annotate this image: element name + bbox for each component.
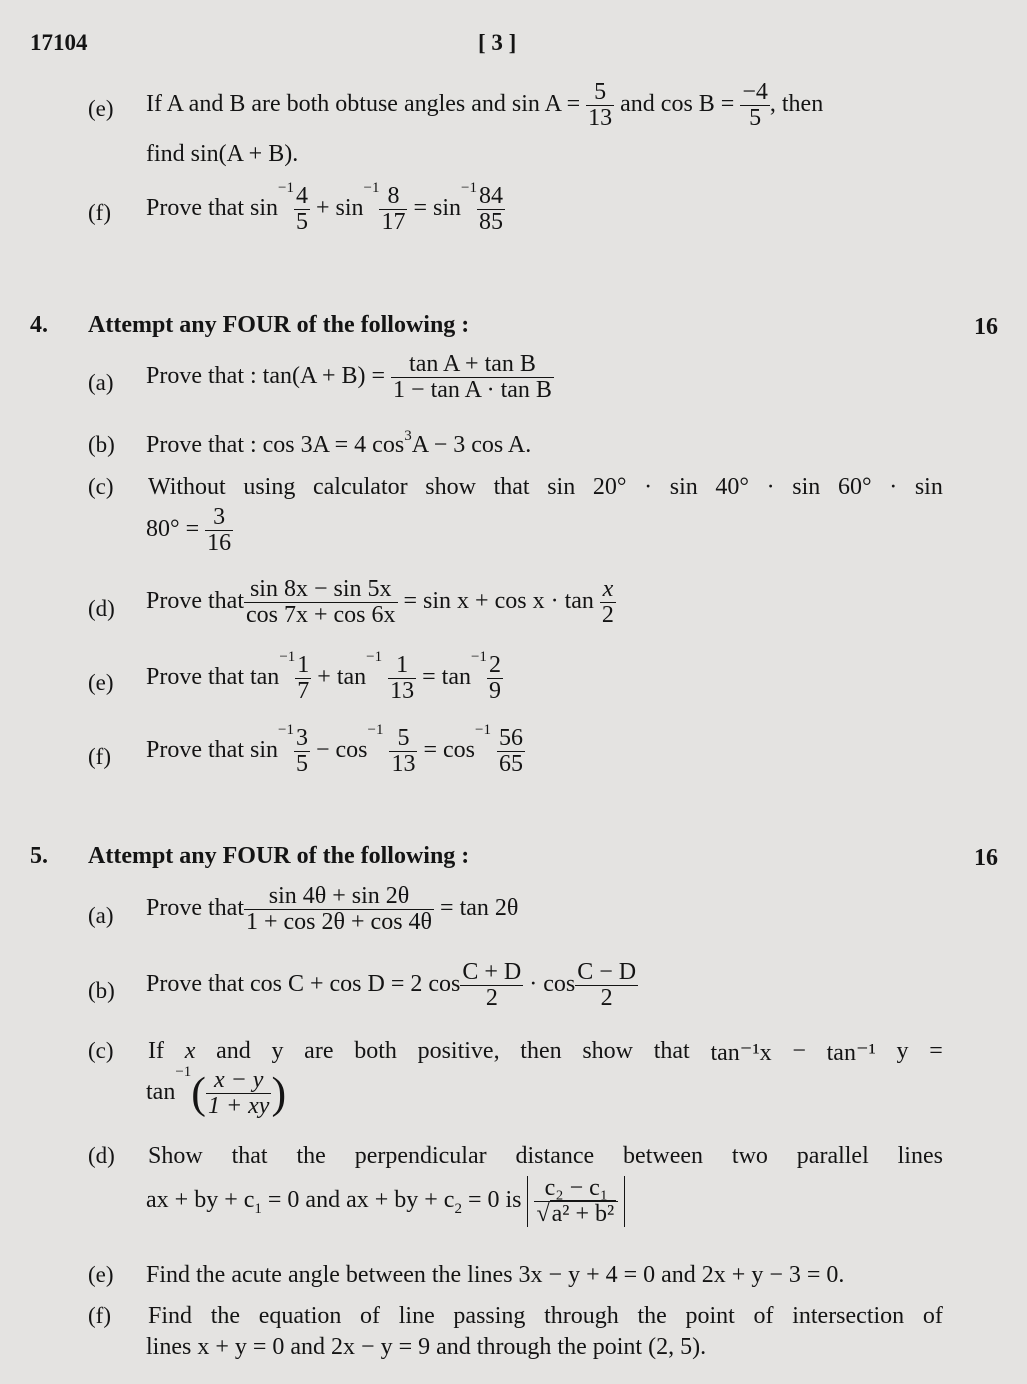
- q4d-text: Prove that $\frac{\sin 8x - \sin 5x}{\cos 7x + \cos 6x}$ = sin x + cos x · tan $\frac{x}{2}$: [146, 576, 614, 629]
- q5c-line2: $\tan^{-1}$( $\frac{x - y}{1 + xy}$ ): [146, 1064, 287, 1120]
- q5b-text: Prove that cos C + cos D = 2 cos $\frac{C + D}{2}$ · cos $\frac{C - D}{2}$: [146, 959, 637, 1012]
- q5-marks: 16: [974, 845, 998, 871]
- q4a-label: (a): [88, 370, 114, 395]
- q4f-label: (f): [88, 744, 111, 769]
- q5a-text: Prove that $\frac{\sin 4\theta + \sin 2\theta}{1 + \cos 2\theta + \cos 4\theta}$ = tan 2θ: [146, 883, 519, 936]
- q5d-line2: ax + by + $c_1 = 0$ and ax + by + $c_2 = 0$ is $\frac{\text{c₂ − c₁}}{\text{√a² + b²}}$: [146, 1176, 625, 1227]
- q5c-label: (c): [88, 1038, 114, 1063]
- q4-heading: Attempt any FOUR of the following :: [88, 312, 470, 338]
- q3e-label: (e): [88, 96, 114, 121]
- q4-marks: 16: [974, 314, 998, 340]
- q5f-line2: lines x + y = 0 and 2x − y = 9 and through the point (2, 5).: [146, 1334, 707, 1360]
- q4e-label: (e): [88, 670, 114, 695]
- q5a-label: (a): [88, 903, 114, 928]
- q3f-text: Prove that $\sin^{-1}$ $\frac{4}{5}$ + $\sin^{-1}$ $\frac{8}{17}$ = $\sin^{-1}$ $\frac{84}{85}$: [146, 180, 503, 236]
- q5d-label: (d): [88, 1143, 115, 1168]
- q5f-line1: Find the equation of line passing through the point of intersection of: [148, 1303, 943, 1329]
- q4d-label: (d): [88, 596, 115, 621]
- q4b-label: (b): [88, 432, 115, 457]
- paper-code: 17104: [30, 30, 88, 55]
- q5f-label: (f): [88, 1303, 111, 1328]
- q4a-text: Prove that : tan(A + B) = $\frac{\text{tan A + tan B}}{\text{1 − tan A · tan B}}$: [146, 351, 552, 404]
- q3e-line1: If A and B are both obtuse angles and sin A = $\frac{5}{13}$ and cos B = $\frac{-4}{5}$ , then: [146, 79, 824, 132]
- q4c-label: (c): [88, 474, 114, 499]
- q5c-line1: If x and y are both positive, then show that tan⁻¹x − tan⁻¹ y =: [148, 1038, 943, 1066]
- page-number: [ 3 ]: [478, 30, 517, 55]
- q5b-label: (b): [88, 978, 115, 1003]
- q5-heading: Attempt any FOUR of the following :: [88, 843, 470, 869]
- q5-number: 5.: [30, 843, 48, 869]
- q4c-line2: 80° = $\frac{3}{16}$: [146, 504, 232, 557]
- q3f-label: (f): [88, 200, 111, 225]
- q4c-line1: Without using calculator show that sin 20° · sin 40° · sin 60° · sin: [148, 474, 943, 500]
- q5d-line1: Show that the perpendicular distance between two parallel lines: [148, 1143, 943, 1169]
- q3e-line2: find sin(A + B).: [146, 141, 299, 167]
- q4-number: 4.: [30, 312, 48, 338]
- q4b-text: Prove that : cos 3A = 4 $\cos^3A - 3$ cos A.: [146, 428, 532, 458]
- q4f-text: Prove that $\sin^{-1}$ $\frac{3}{5}$ − $\cos^{-1}$ $\frac{5}{13}$ = $\cos^{-1}$ $\frac{56}{65}$: [146, 722, 523, 778]
- q5e-text: Find the acute angle between the lines 3x − y + 4 = 0 and 2x + y − 3 = 0.: [146, 1262, 845, 1288]
- q5e-label: (e): [88, 1262, 114, 1287]
- q4e-text: Prove that $\tan^{-1}$ $\frac{1}{7}$ + $\tan^{-1}$ $\frac{1}{13}$ = $\tan^{-1}$ $\frac{2}{9}$: [146, 649, 501, 705]
